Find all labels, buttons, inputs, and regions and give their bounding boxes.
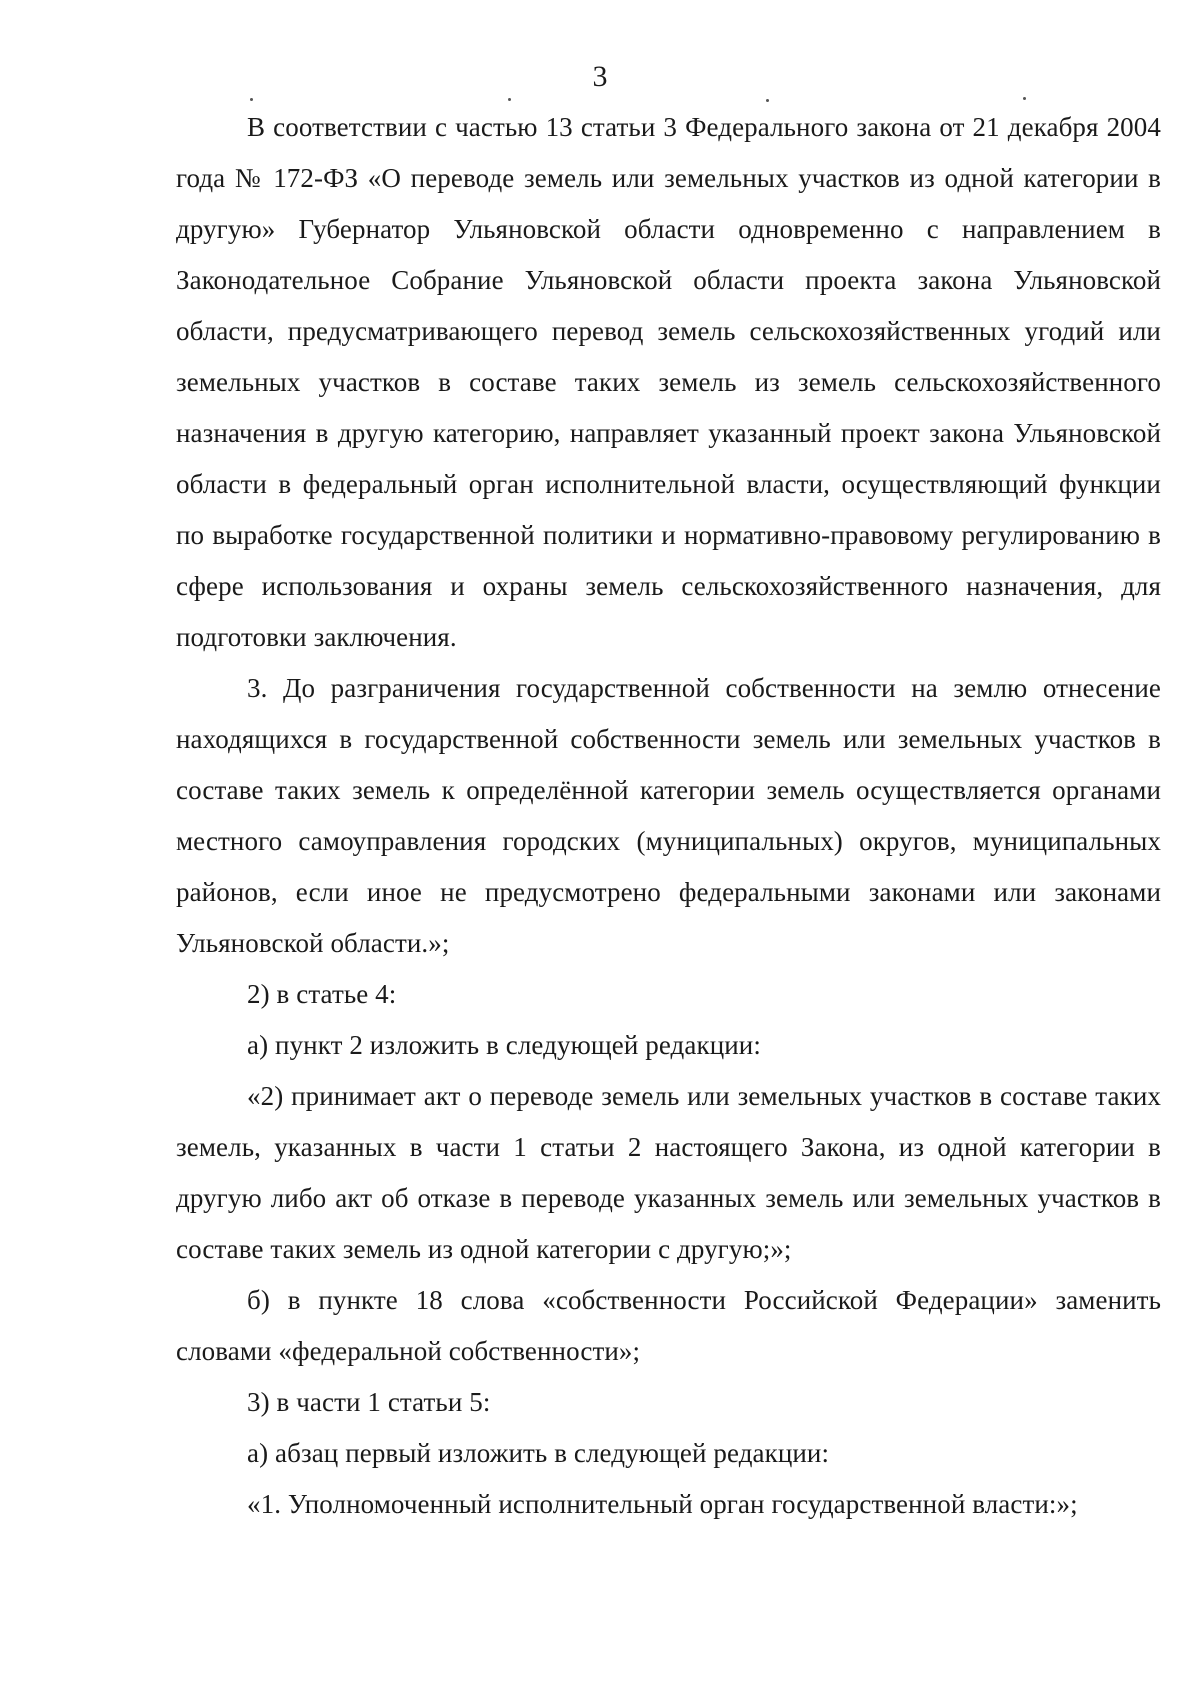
paragraph: «1. Уполномоченный исполнительный орган государственной власти:»; — [247, 1489, 1078, 1519]
scan-speck — [1023, 97, 1026, 100]
scan-speck — [250, 98, 253, 101]
paragraph: В соответствии с частью 13 статьи 3 Федерального закона от 21 декабря 2004 года № 172-ФЗ «О переводе земель или земельных участков из одной категории в другую» Губернатор Ульяновской области одновременно с направлением в Законодательное Собрание Ульяновской области проекта закона Ульяновской области, предусматривающего перевод земель сельскохозяйственных угодий или земельных участков в составе таких земель из земель сельскохозяйственного назначения в другую категорию, направляет указанный проект закона Ульяновской области в федеральный орган исполнительной власти, осуществляющий функции по выработке государственной политики и нормативно-правовому регулированию в сфере использования и охраны земель сельскохозяйственного назначения, для подготовки заключения. — [176, 112, 1161, 652]
document-body — [176, 102, 1161, 1530]
paragraph: а) абзац первый изложить в следующей редакции: — [247, 1438, 830, 1468]
paragraph: 2) в статье 4: — [247, 979, 397, 1009]
scan-speck — [508, 98, 511, 101]
paragraph: а) пункт 2 изложить в следующей редакции: — [247, 1030, 761, 1060]
paragraph: б) в пункте 18 слова «собственности Российской Федерации» заменить словами «федеральной собственности»; — [176, 1285, 1161, 1366]
paragraph: 3) в части 1 статьи 5: — [247, 1387, 491, 1417]
page-number: 3 — [592, 60, 608, 93]
paragraph: «2) принимает акт о переводе земель или земельных участков в составе таких земель, указанных в части 1 статьи 2 настоящего Закона, из одной категории в другую либо акт об отказе в переводе указанных земель или земельных участков в составе таких земель из одной категории с другую;»; — [176, 1081, 1161, 1264]
paragraph: 3. До разграничения государственной собственности на землю отнесение находящихся в государственной собственности земель или земельных участков в составе таких земель к определённой категории земель осуществляется органами местного самоуправления городских (муниципальных) округов, муниципальных районов, если иное не предусмотрено федеральными законами или законами Ульяновской области.»; — [176, 673, 1161, 958]
